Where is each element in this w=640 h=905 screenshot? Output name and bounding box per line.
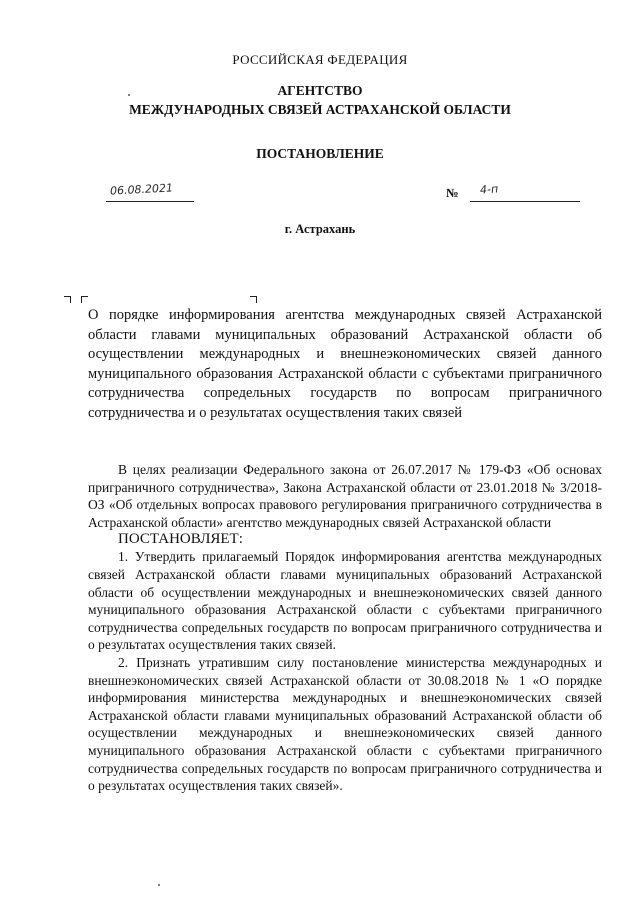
item-1-paragraph: 1. Утвердить прилагаемый Порядок информирования агентства международных связей Астраханской области главами муниципальных образований Астраханской области об осуществлении международных и внешнеэкономических связей данного муниципального образования Астраханской области с субъектами приграничного сотрудничества сопредельных государств по вопросам приграничного сотрудничества и о результатах осуществления таких связей. bbox=[88, 549, 602, 653]
decree-heading: ПОСТАНОВЛЯЕТ: bbox=[118, 531, 243, 548]
bracket-corner-icon bbox=[81, 296, 88, 303]
bracket-corner-icon bbox=[250, 296, 257, 303]
agency-label: АГЕНТСТВО bbox=[277, 83, 363, 98]
agency-name: МЕЖДУНАРОДНЫХ СВЯЗЕЙ АСТРАХАНСКОЙ ОБЛАСТИ bbox=[129, 102, 511, 117]
handwritten-date: 06.08.2021 bbox=[109, 181, 174, 198]
city-name: г. Астрахань bbox=[284, 222, 356, 236]
bracket-corner-icon bbox=[64, 296, 71, 303]
handwritten-number: 4-п bbox=[479, 182, 499, 197]
item-2-paragraph: 2. Признать утратившим силу постановление министерства международных и внешнеэкономических связей Астраханской области от 30.08.2018 № 1 «О порядке информирования министерства международных и внешнеэкономических связей Астраханской области главами муниципальных образований Астраханской области об осуществлении международных и внешнеэкономических связей данного муниципального образования Астраханской области с субъектами приграничного сотрудничества сопредельных государств по вопросам приграничного сотрудничества и о результатах осуществления таких связей». bbox=[88, 654, 602, 794]
number-sign: № bbox=[446, 186, 459, 200]
document-type: ПОСТАНОВЛЕНИЕ bbox=[256, 146, 384, 161]
document-title: О порядке информирования агентства международных связей Астраханской области главами муниципальных образований Астраханской области об осуществлении международных и внешнеэкономических связей данного муниципального образования Астраханской области с субъектами приграничного сотрудничества сопредельных государств по вопросам приграничного сотрудничества и о результатах осуществления таких связей bbox=[88, 307, 602, 421]
scan-speck bbox=[128, 94, 130, 96]
scan-speck bbox=[158, 884, 160, 886]
document-body bbox=[88, 461, 602, 795]
number-field bbox=[470, 183, 580, 202]
country-name: РОССИЙСКАЯ ФЕДЕРАЦИЯ bbox=[232, 52, 408, 67]
date-field bbox=[106, 183, 194, 202]
preamble-paragraph: В целях реализации Федерального закона от 26.07.2017 № 179-ФЗ «Об основах приграничного сотрудничества», Закона Астраханской области от 23.01.2018 № 3/2018-ОЗ «Об отдельных вопросах правового регулирования приграничного сотрудничества в Астраханской области» агентство международных связей Астраханской области bbox=[88, 462, 602, 530]
